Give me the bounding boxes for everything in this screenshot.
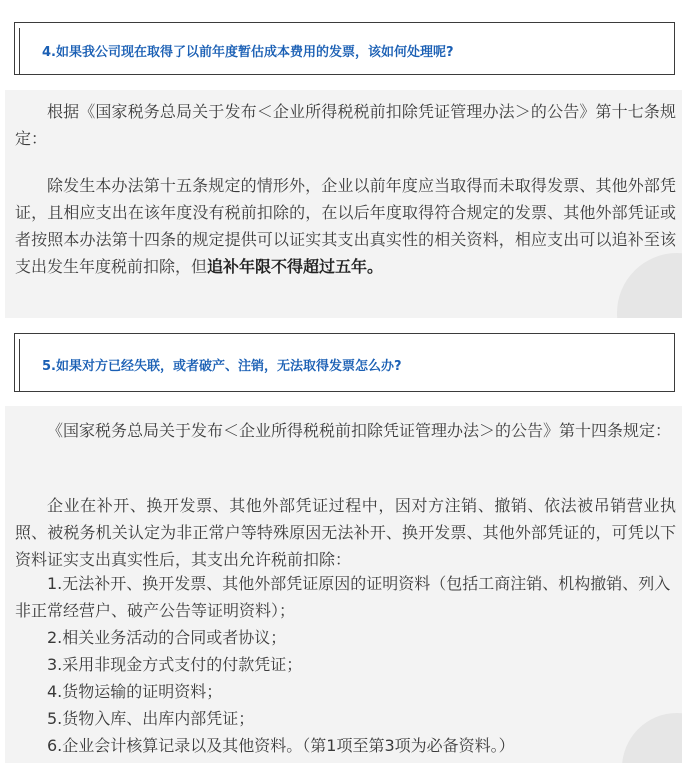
list-item: 5.货物入库、出库内部凭证； — [47, 709, 255, 728]
list-item: 3.采用非现金方式支付的付款凭证； — [47, 655, 303, 674]
answer-4-body — [15, 172, 676, 280]
question-box-4 — [14, 22, 675, 75]
answer-5-body: 企业在补开、换开发票、其他外部凭证过程中，因对方注销、撤销、依法被吊销营业执照、被税务机关认定为非正常户等特殊原因无法补开、换开发票、其他外部凭证的，可凭以下资料证实支出真实性后，其支出允许税前扣除： — [15, 496, 676, 569]
answer-4-body-text: 除发生本办法第十五条规定的情形外，企业以前年度应当取得而未取得发票、其他外部凭证，且相应支出在该年度没有税前扣除的，在以后年度取得符合规定的发票、其他外部凭证或者按照本办法第十四条的规定提供可以证实其支出真实性的相关资料，相应支出可以追补至该支出发生年度税前扣除，但 — [15, 176, 676, 276]
question-box-border-left — [19, 339, 20, 392]
answer-panel-4 — [5, 90, 682, 318]
list-item: 6.企业会计核算记录以及其他资料。（第1项至第3项为必备资料。） — [47, 736, 515, 755]
question-box-border-bottom — [19, 74, 675, 75]
question-box-border-left — [19, 28, 20, 75]
answer-4-emphasis: 追补年限不得超过五年。 — [207, 257, 384, 276]
answer-4-intro: 根据《国家税务总局关于发布＜企业所得税税前扣除凭证管理办法＞的公告》第十七条规定： — [15, 102, 676, 148]
answer-5-intro: 《国家税务总局关于发布＜企业所得税税前扣除凭证管理办法＞的公告》第十四条规定： — [47, 421, 672, 440]
question-box-border-bottom — [19, 391, 675, 392]
list-item: 2.相关业务活动的合同或者协议； — [47, 628, 287, 647]
question-4-text: 4.如果我公司现在取得了以前年度暂估成本费用的发票，该如何处理呢? — [42, 45, 454, 60]
list-item: 1.无法补开、换开发票、其他外部凭证原因的证明资料（包括工商注销、机构撤销、列入非正常经营户、破产公告等证明资料）； — [15, 574, 671, 620]
required-documents-list — [15, 570, 676, 759]
list-item: 4.货物运输的证明资料； — [47, 682, 223, 701]
question-box-5 — [14, 333, 675, 392]
answer-panel-5 — [5, 406, 682, 763]
question-5-text: 5.如果对方已经失联，或者破产、注销，无法取得发票怎么办? — [42, 359, 402, 374]
